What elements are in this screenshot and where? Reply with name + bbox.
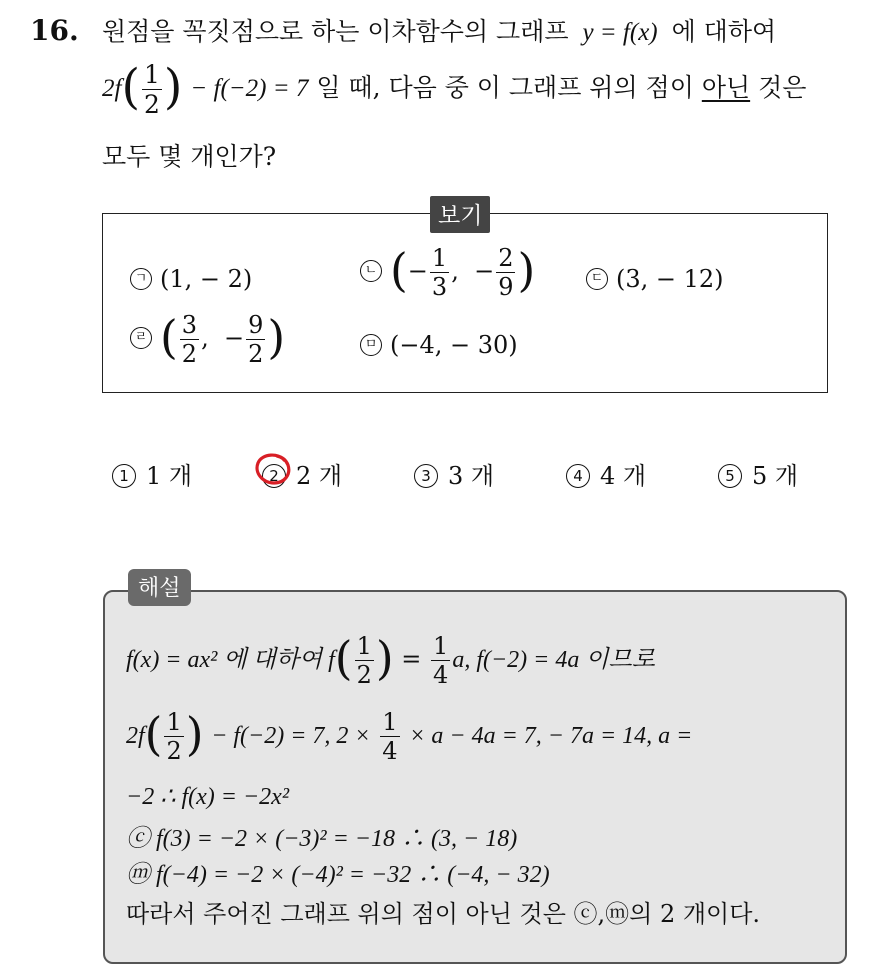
expr-2f: 2f [102, 75, 122, 102]
question-text-1: 원점을 꼭짓점으로 하는 이차함수의 그래프 [102, 17, 569, 46]
question-line-1 [102, 12, 776, 48]
circled-mark-icon: ㄷ [586, 268, 608, 290]
question-text-2: 일 때, 다음 중 이 그래프 위의 점이 [316, 73, 694, 102]
solution-line-4: ⓒ f(3) = −2 × (−3)² = −18 ∴ (3, − 18) [126, 826, 518, 852]
bogi-item-c: ㄷ (3, − 12) [586, 265, 724, 293]
choice-4[interactable]: 4 4 개 [566, 456, 646, 491]
bogi-item-e: ㅁ (−4, − 30) [360, 331, 518, 359]
choice-1[interactable]: 1 1 개 [112, 456, 192, 491]
circled-mark-icon: ㄱ [130, 268, 152, 290]
question-line-2: 2f( $\frac{1}{2}$ ) − f(−2) = 7 일 때, 다음 중 이 그래프 위의 점이 아닌 것은 [102, 59, 807, 119]
expr-condition: − f(−2) = 7 [190, 75, 309, 102]
solution-line-6: 따라서 주어진 그래프 위의 점이 아닌 것은 ⓒ,ⓜ의 2 개이다. [126, 900, 761, 928]
function-expression: y = f(x) [582, 19, 658, 46]
bogi-label: 보기 [430, 196, 490, 233]
choice-2[interactable]: 2 2 개 [262, 456, 342, 491]
solution-label: 해설 [128, 569, 191, 606]
underlined-word: 아닌 [701, 73, 751, 102]
solution-line-5: ⓜ f(−4) = −2 × (−4)² = −32 ∴ (−4, − 32) [126, 862, 550, 888]
bogi-item-d: ㄹ ( $\frac{3}{2}$ , − $\frac{9}{2}$ ) [130, 313, 285, 366]
choice-5[interactable]: 5 5 개 [718, 456, 798, 491]
bogi-item-b: ㄴ (− $\frac{1}{3}$ , − $\frac{2}{9}$ ) [360, 246, 535, 299]
solution-line-2: 2f( $\frac{1}{2}$ ) − f(−2) = 7, 2 × $\frac{1}{4}$ × a − 4a = 7, − 7a = 14, a = [126, 707, 693, 765]
question-number: 16. [30, 14, 79, 47]
bogi-item-a: ㄱ (1, − 2) [130, 265, 252, 293]
question-text-1-tail: 에 대하여 [671, 17, 777, 46]
answer-circle-mark-icon [254, 452, 292, 486]
fraction-one-half: $\frac{1}{2}$ [144, 60, 160, 119]
question-line-3: 모두 몇 개인가? [102, 142, 277, 171]
circled-mark-icon: ㅁ [360, 334, 382, 356]
choice-3[interactable]: 3 3 개 [414, 456, 494, 491]
solution-line-3: −2 ∴ f(x) = −2x² [126, 784, 290, 810]
bogi-box [102, 213, 828, 393]
circled-mark-icon: ㄴ [360, 260, 382, 282]
circled-mark-icon: ㄹ [130, 327, 152, 349]
solution-line-1: f(x) = ax² 에 대하여 f( $\frac{1}{2}$ ) = $\frac{1}{4}$ a, f(−2) = 4a 이므로 [126, 631, 655, 689]
question-text-2-end: 것은 [758, 73, 807, 102]
